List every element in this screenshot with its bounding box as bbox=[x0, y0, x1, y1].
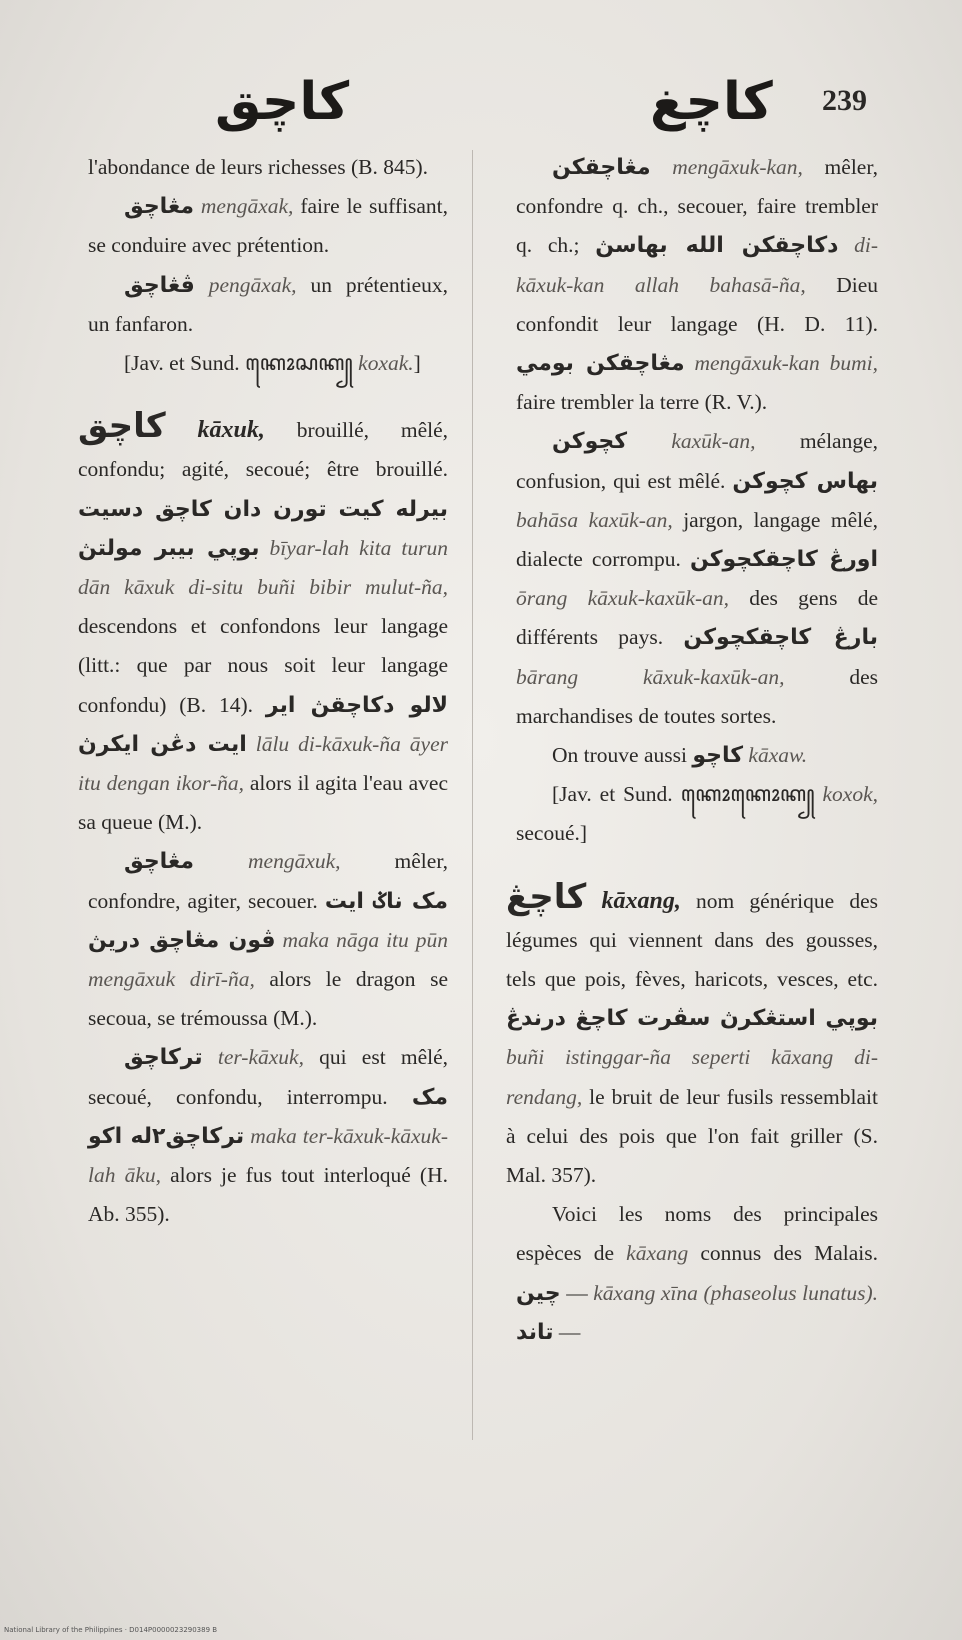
species-list: Voici les noms des principales espèces de kāxang connus des Malais. چين — kāxang xīna (phaseolus lunatus). تاند — bbox=[516, 1202, 879, 1345]
entry-kaxang: کاچڠ kāxang, nom générique des légumes qui viennent dans des gousses, tels que pois, fèves, haricots, vesces, etc. بوڽي استڠکرڽ سڤرت کاچڠ درندڠ buñi istinggar-ña seperti kāxang di-rendang, le bruit de leur fusils ressemblait à celui des pois que l'on fait griller (S. Mal. 357). bbox=[506, 876, 879, 1188]
sub-entry-mengaxak: مڠاچق mengāxak, faire le suffisant, se conduire avec prétention. bbox=[88, 194, 449, 258]
column-divider bbox=[472, 150, 473, 1440]
left-line-continuation: l'abondance de leurs richesses (B. 845). bbox=[88, 155, 429, 179]
sub-entry-kaxuk-an: کچوکن kaxūk-an, mélange, confusion, qui est mêlé. بهاس کچوکن bahāsa kaxūk-an, jargon, langage mêlé, dialecte corrompu. اورڠ کاچقکچوکن ōrang kāxuk-kaxūk-an, des gens de différents pays. بارڠ کاچقکچوکن bārang kāxuk-kaxūk-an, des marchandises de toutes sortes. bbox=[516, 429, 879, 728]
variant-kaxaw: On trouve aussi کاچو kāxaw. bbox=[552, 743, 808, 769]
sub-entry-pengaxak: ڤڠاچق pengāxak, un prétentieux, un fanfaron. bbox=[88, 272, 448, 336]
right-running-head: کاچغ bbox=[650, 72, 773, 132]
javanese-note-koxak: [Jav. et Sund. ꦏꦺꦴꦱꦏ꧀ koxak.] bbox=[124, 351, 421, 376]
right-column bbox=[506, 148, 879, 1352]
sub-entry-mengaxuk: مڠاچق mengāxuk, mêler, confondre, agiter, secouer. مک ناݢ ايت ڤون مڠاچق دريڽ maka nāga itu pūn mengāxuk dirī-ña, alors le dragon se secoua, se trémoussa (M.). bbox=[88, 849, 449, 1031]
left-column bbox=[78, 148, 449, 1234]
left-running-head: کاچق bbox=[215, 72, 350, 132]
page-number: 239 bbox=[822, 84, 867, 117]
scan-footer: National Library of the Philippines · D014P0000023290389 B bbox=[4, 1626, 218, 1634]
sub-entry-mengaxuk-kan: مڠاچقکن mengāxuk-kan, mêler, confondre q. ch., secouer, faire trembler q. ch.; دکاچقکن الله بهاسڽ di-kāxuk-kan allah bahasā-ña, Dieu confondit leur langage (H. D. 11). مڠاچقکن بومي mengāxuk-kan bumi, faire trembler la terre (R. V.). bbox=[516, 155, 879, 415]
javanese-note-koxok: [Jav. et Sund. ꦏꦺꦴꦏꦺꦴꦏ꧀ koxok, secoué.] bbox=[516, 782, 879, 846]
entry-kaxuk: کاچق kāxuk, brouillé, mêlé, confondu; agité, secoué; être brouillé. بيرله کيت تورن دان کاچق دسيت بوڽي بيبر مولتڽ bīyar-lah kita turun dān kāxuk di-situ buñi bibir mulut-ña, descendons et confondons leur langage (litt.: que par nous soit leur langage confondu) (B. 14). لالو دکاچقڽ اير ايت دڠن ايکرڽ lālu di-kāxuk-ña āyer itu dengan ikor-ña, alors il agita l'eau avec sa queue (M.). bbox=[78, 406, 449, 835]
sub-entry-ter-kaxuk: ترکاچق ter-kāxuk, qui est mêlé, secoué, confondu, interrompu. مک ترکاچق٢له اکو maka ter-kāxuk-kāxuk-lah āku, alors je fus tout interloqué (H. Ab. 355). bbox=[88, 1045, 449, 1227]
